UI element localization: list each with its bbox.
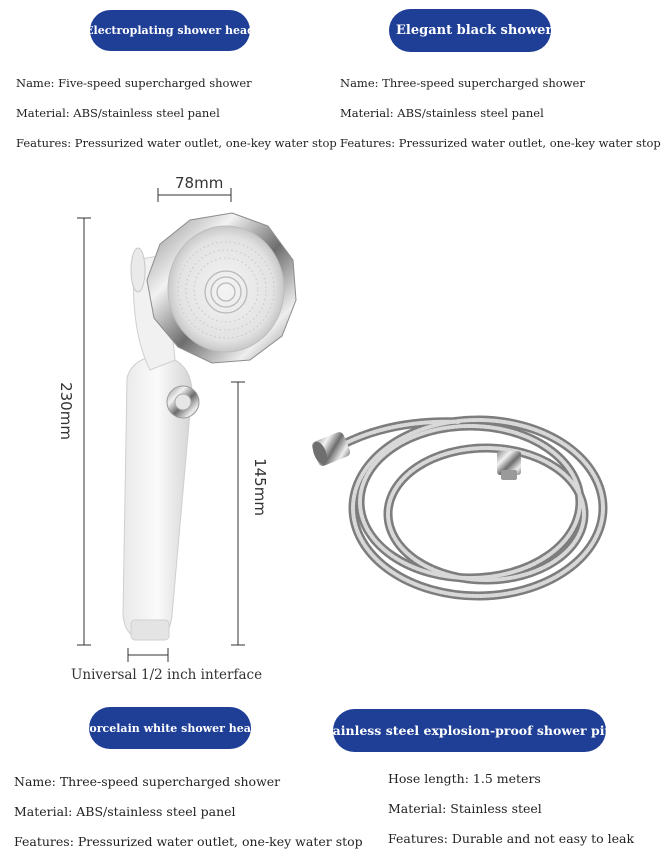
title-electroplating: Electroplating shower head [90, 10, 250, 51]
spec-length-bottom-right: Hose length: 1.5 meters [388, 771, 541, 786]
hose-drawing [310, 420, 603, 596]
spec-name-bottom-left: Name: Three-speed supercharged shower [14, 774, 281, 789]
height-dimension-label: 230mm [56, 382, 75, 440]
spec-features-bottom-right: Features: Durable and not easy to leak [388, 831, 635, 846]
interface-label: Universal 1/2 inch interface [71, 667, 263, 683]
spec-material-right: Material: ABS/stainless steel panel [340, 106, 544, 120]
shower-head-drawing [123, 213, 296, 640]
spec-name-right: Name: Three-speed supercharged shower [340, 76, 585, 90]
title-porcelain-white: Porcelain white shower head [89, 707, 251, 749]
spec-features-left: Features: Pressurized water outlet, one-key water stop [16, 136, 337, 150]
title-stainless-pipe: Stainless steel explosion-proof shower pipe [333, 709, 606, 752]
title-elegant-black: Elegant black shower h [389, 9, 551, 52]
handle-dimension-label: 145mm [250, 458, 269, 516]
spec-material-bottom-right: Material: Stainless steel [388, 801, 542, 816]
spec-material-left: Material: ABS/stainless steel panel [16, 106, 220, 120]
spec-features-right: Features: Pressurized water outlet, one-key water stop [340, 136, 661, 150]
spec-material-bottom-left: Material: ABS/stainless steel panel [14, 804, 236, 819]
spec-name-left: Name: Five-speed supercharged shower [16, 76, 252, 90]
spec-features-bottom-left: Features: Pressurized water outlet, one-key water stop [14, 834, 363, 849]
width-dimension-label: 78mm [175, 174, 224, 192]
